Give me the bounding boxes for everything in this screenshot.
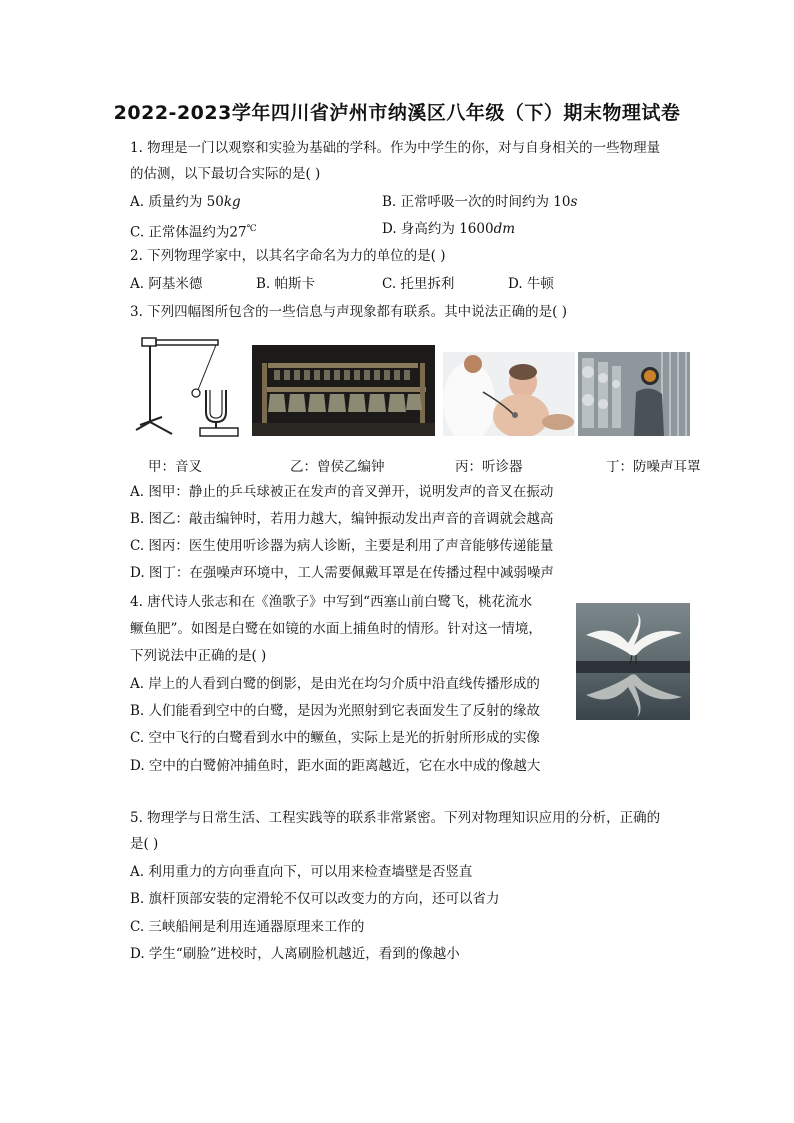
q1-option-a-unit: kg	[223, 194, 241, 210]
q2-option-b: B. 帕斯卡	[256, 276, 316, 292]
q1-stem-line1: 1. 物理是一门以观察和实验为基础的学科。作为中学生的你，对与自身相关的一些物理量	[130, 140, 661, 156]
q4-option-d: D. 空中的白鹭俯冲捕鱼时，距水面的距离越近，它在水中成的像越大	[130, 758, 541, 774]
q3-stem: 3. 下列四幅图所包含的一些信息与声现象都有联系。其中说法正确的是( )	[130, 304, 567, 320]
figure-chime-bells	[252, 345, 435, 436]
q3-caption-yi: 乙：曾侯乙编钟	[290, 459, 385, 475]
figure-tuning-fork	[128, 330, 244, 442]
q1-option-d-unit: dm	[493, 221, 516, 237]
q2-stem: 2. 下列物理学家中，以其名字命名为力的单位的是( )	[130, 248, 446, 264]
q1-stem-line2: 的估测，以下最切合实际的是( )	[130, 166, 321, 182]
q1-option-c-text: C. 正常体温约为27	[130, 224, 247, 241]
q1-option-a-text: A. 质量约为 50	[130, 194, 224, 210]
q3-option-c: C. 图丙：医生使用听诊器为病人诊断，主要是利用了声音能够传递能量	[130, 538, 554, 554]
q1-option-b-text: B. 正常呼吸一次的时间约为 10	[382, 194, 571, 210]
q5-option-a: A. 利用重力的方向垂直向下，可以用来检查墙壁是否竖直	[130, 864, 473, 880]
q4-stem-line1: 4. 唐代诗人张志和在《渔歌子》中写到“西塞山前白鹭飞，桃花流水	[130, 594, 533, 610]
q3-caption-bing: 丙：听诊器	[455, 459, 523, 475]
q3-option-d: D. 图丁：在强噪声环境中，工人需要佩戴耳罩是在传播过程中减弱噪声	[130, 565, 554, 581]
q1-option-d	[382, 219, 515, 239]
q3-option-b: B. 图乙：敲击编钟时，若用力越大，编钟振动发出声音的音调就会越高	[130, 511, 554, 527]
q4-option-c: C. 空中飞行的白鹭看到水中的鳜鱼，实际上是光的折射所形成的实像	[130, 730, 540, 746]
q5-option-c: C. 三峡船闸是利用连通器原理来工作的	[130, 919, 365, 935]
page-title: 2022-2023学年四川省泸州市纳溪区八年级（下）期末物理试卷	[113, 102, 681, 124]
q1-option-c	[130, 219, 257, 243]
q3-option-a: A. 图甲：静止的乒乓球被正在发声的音叉弹开，说明发声的音叉在振动	[130, 484, 554, 500]
q2-option-a: A. 阿基米德	[130, 276, 203, 292]
figure-ear-protection	[578, 352, 690, 436]
q5-stem-line2: 是( )	[130, 836, 159, 852]
q4-option-b: B. 人们能看到空中的白鹭，是因为光照射到它表面发生了反射的缘故	[130, 703, 541, 719]
q1-option-b	[382, 192, 577, 212]
q5-option-b: B. 旗杆顶部安装的定滑轮不仅可以改变力的方向，还可以省力	[130, 891, 500, 907]
q4-stem-line3: 下列说法中正确的是( )	[130, 648, 267, 664]
q1-option-a	[130, 192, 241, 212]
q5-option-d: D. 学生“刷脸”进校时，人离刷脸机越近，看到的像越小	[130, 946, 460, 962]
q3-caption-ding: 丁：防噪声耳罩	[606, 459, 701, 475]
figure-egret	[576, 603, 690, 720]
q2-option-c: C. 托里拆利	[382, 276, 455, 292]
q5-stem-line1: 5. 物理学与日常生活、工程实践等的联系非常紧密。下列对物理知识应用的分析，正确的	[130, 810, 661, 826]
q1-option-d-text: D. 身高约为 1600	[382, 221, 494, 237]
q2-option-d: D. 牛顿	[508, 276, 554, 292]
q1-option-c-unit: ℃	[246, 224, 257, 234]
q3-caption-jia: 甲：音叉	[148, 459, 202, 475]
q4-stem-line2: 鳜鱼肥”。如图是白鹭在如镜的水面上捕鱼时的情形。针对这一情境，	[130, 621, 542, 637]
q4-option-a: A. 岸上的人看到白鹭的倒影，是由光在均匀介质中沿直线传播形成的	[130, 676, 540, 692]
figure-stethoscope	[443, 352, 575, 436]
q1-option-b-unit: s	[570, 194, 578, 210]
